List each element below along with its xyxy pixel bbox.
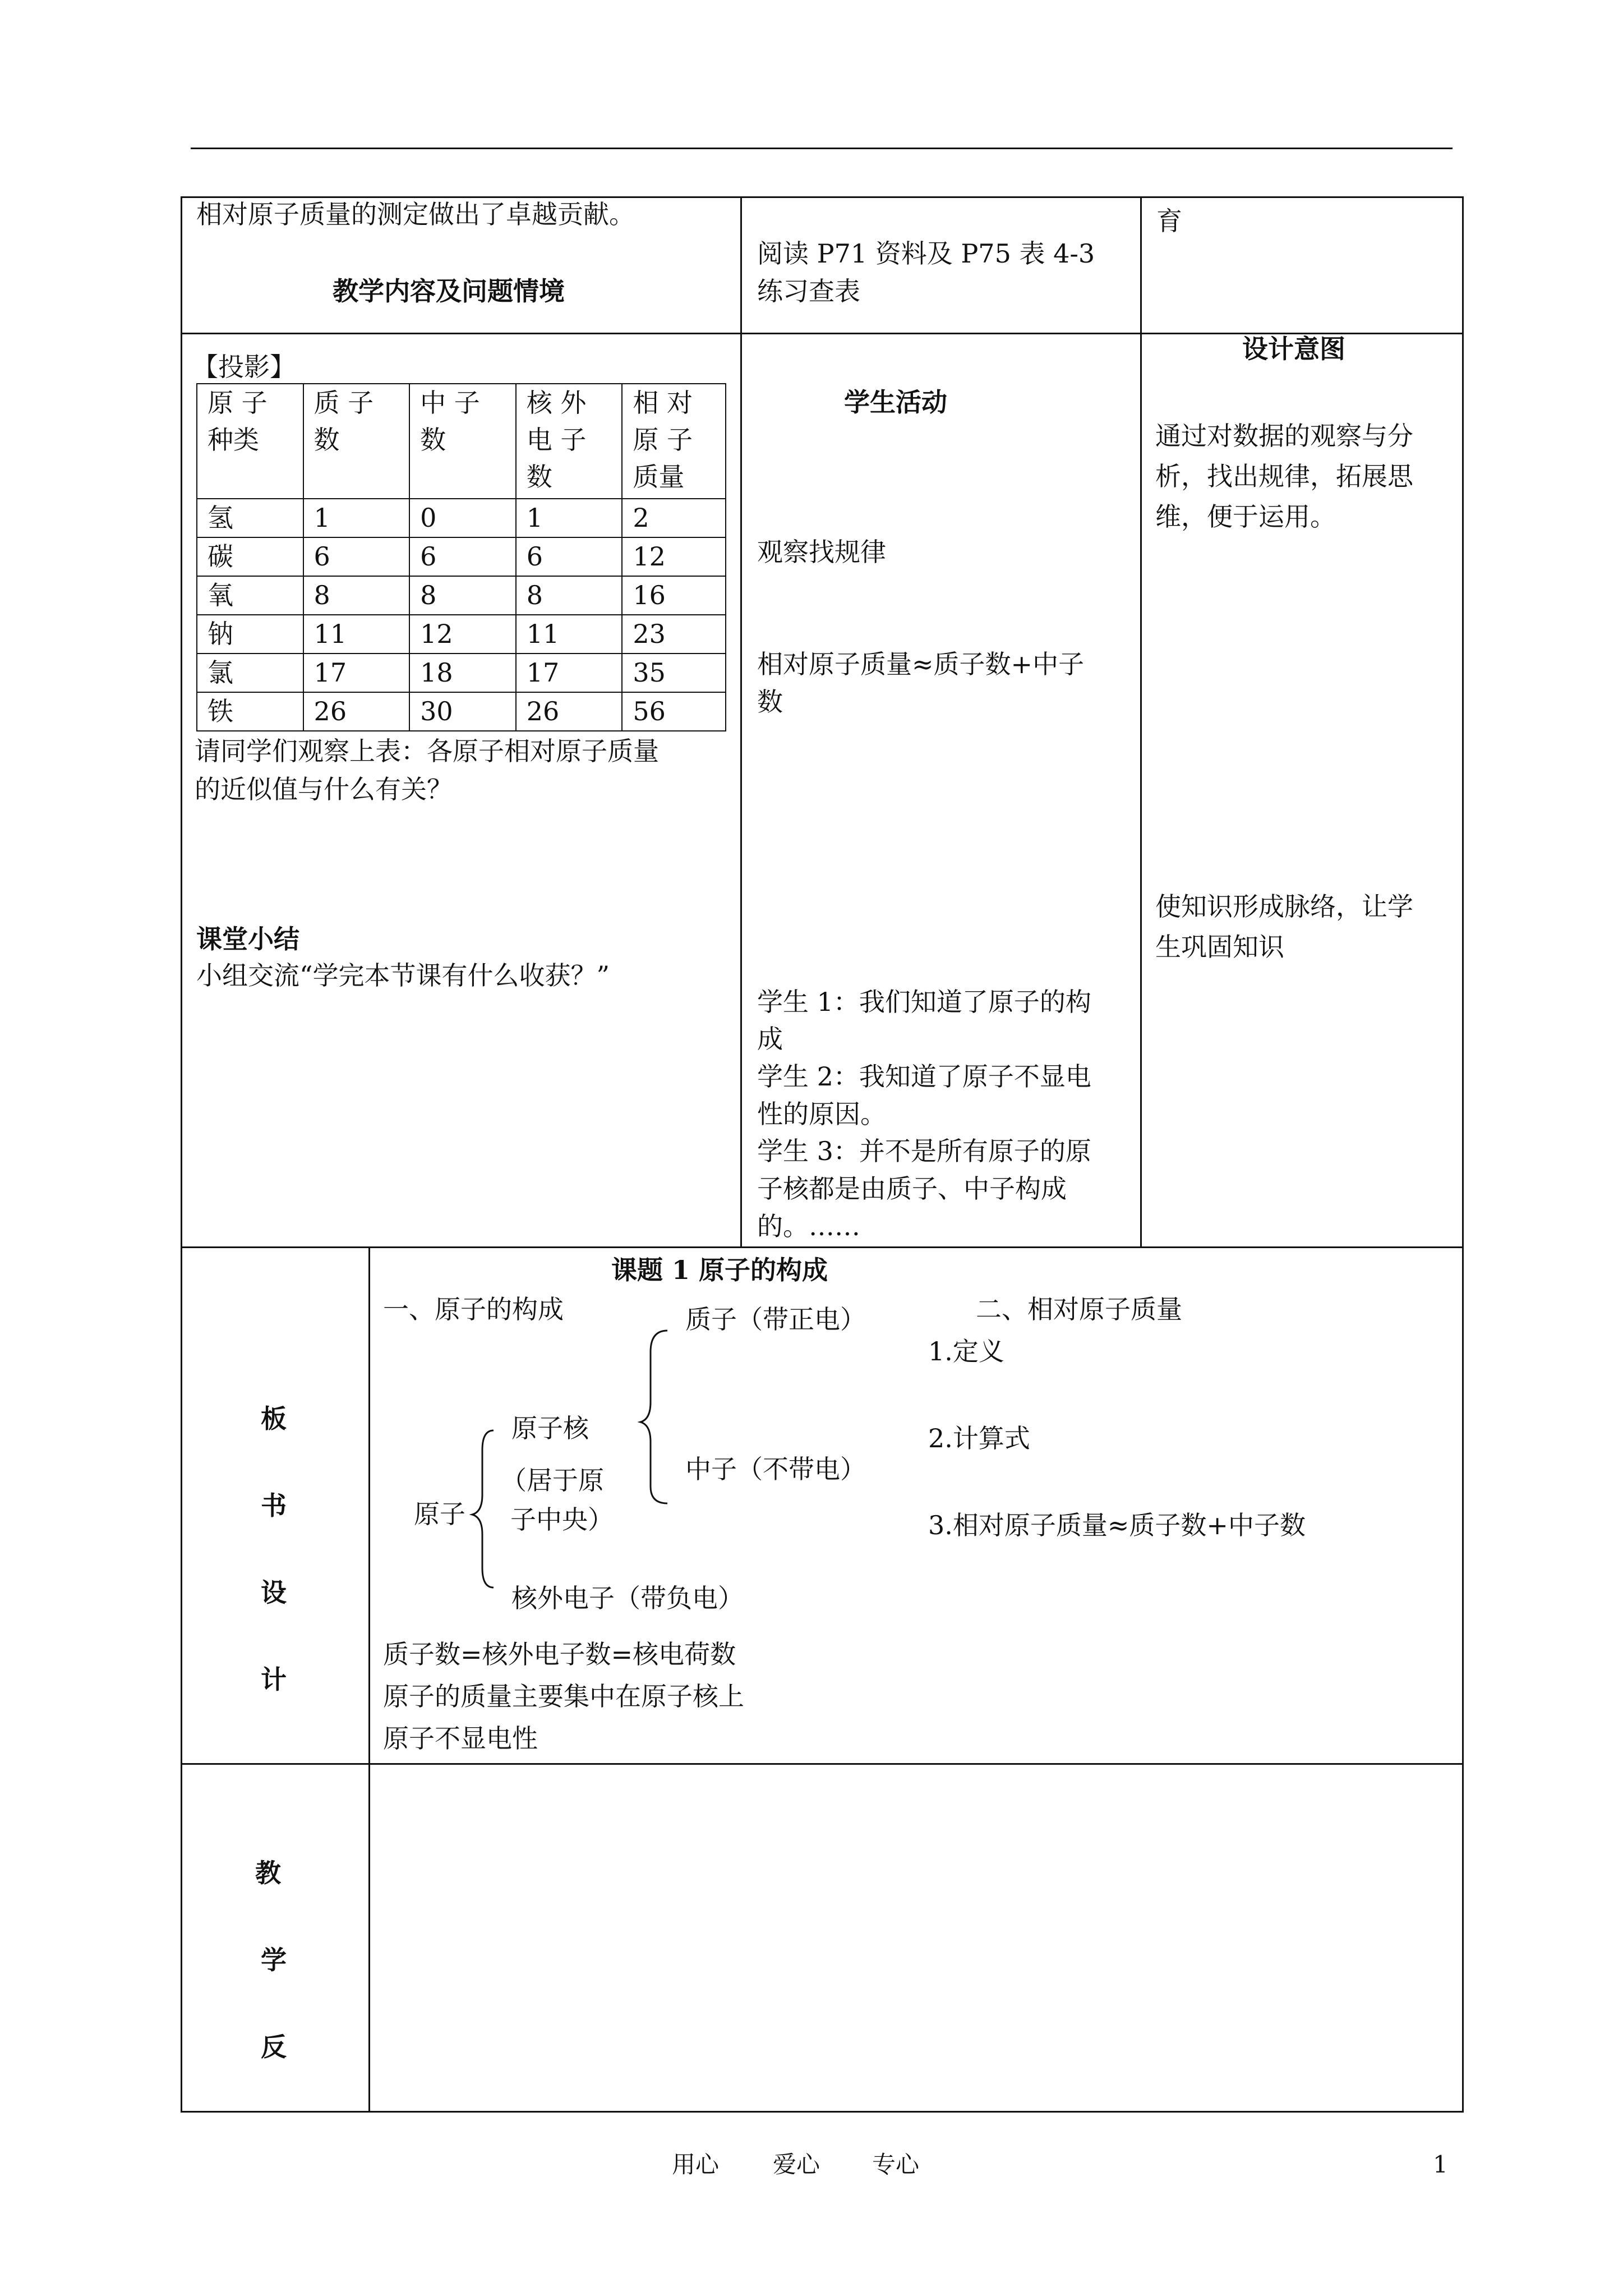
design1-line1: 通过对数据的观察与分: [1155, 421, 1413, 451]
table-cell: 氧: [197, 576, 303, 615]
student3-line2: 子核都是由质子、中子构成: [757, 1174, 1067, 1204]
board-item1: 1.定义: [928, 1336, 1004, 1366]
table-row: [197, 615, 726, 654]
board-fact2: 原子的质量主要集中在原子核上: [383, 1681, 744, 1711]
student-activity-heading: 学生活动: [844, 387, 947, 417]
table-cell: 铁: [197, 692, 303, 731]
board-section1: 一、原子的构成: [383, 1294, 564, 1324]
top-right-text: 育: [1156, 206, 1182, 236]
table-cell: 11: [303, 615, 410, 654]
board-nucleus-note-line2: 子中央）: [510, 1504, 614, 1535]
question-line2: 的近似值与什么有关？: [195, 774, 453, 804]
table-cell: 8: [303, 576, 410, 615]
table-cell: 30: [409, 692, 516, 731]
table-row: [197, 654, 726, 692]
table-row: [197, 499, 726, 537]
header-cell-neutrons: 中 子 数: [409, 384, 516, 499]
label-col-divider: [368, 1246, 370, 2113]
summary-heading: 课堂小结: [196, 924, 299, 954]
table-cell: 26: [303, 692, 410, 731]
table-cell: 11: [516, 615, 623, 654]
table-left-border: [181, 196, 182, 2113]
board-nucleus-note-line1: （居于原: [501, 1465, 604, 1496]
board-label-char-2: 书: [261, 1490, 287, 1521]
summary-text: 小组交流“学完本节课有什么收获？”: [196, 960, 610, 991]
table-cell: 35: [622, 654, 726, 692]
table-cell: 2: [622, 499, 726, 537]
table-right-border: [1462, 196, 1464, 2113]
student2-line2: 性的原因。: [757, 1099, 886, 1129]
table-cell: 6: [303, 537, 410, 576]
board-nucleus: 原子核: [511, 1413, 589, 1443]
atom-brace: [472, 1430, 494, 1588]
table-cell: 18: [409, 654, 516, 692]
board-atom: 原子: [414, 1499, 465, 1529]
table-cell: 17: [303, 654, 410, 692]
table-cell: 16: [622, 576, 726, 615]
board-title: 课题 1 原子的构成: [611, 1255, 828, 1285]
board-label-char-4: 计: [261, 1664, 287, 1695]
col-divider-a: [740, 196, 742, 1248]
design2-line1: 使知识形成脉络，让学: [1155, 891, 1413, 922]
atom-data-table: [196, 383, 726, 731]
design2-line2: 生巩固知识: [1155, 932, 1284, 962]
table-cell: 6: [409, 537, 516, 576]
student2-line1: 学生 2：我知道了原子不显电: [757, 1061, 1091, 1092]
table-row: [197, 692, 726, 731]
table-cell: 6: [516, 537, 623, 576]
header-cell-species: 原 子 种类: [197, 384, 303, 499]
student-observe: 观察找规律: [757, 537, 886, 567]
table-cell: 23: [622, 615, 726, 654]
row-divider-3: [181, 1763, 1464, 1765]
student-rule-line1: 相对原子质量≈质子数+中子: [757, 649, 1085, 679]
table-cell: 8: [516, 576, 623, 615]
table-cell: 56: [622, 692, 726, 731]
student3-line3: 的。……: [757, 1211, 860, 1241]
header-cell-electrons: 核 外 电 子 数: [516, 384, 623, 499]
reflection-label-char-2: 学: [261, 1945, 287, 1975]
row-divider-2: [181, 1246, 1464, 1248]
table-cell: 8: [409, 576, 516, 615]
board-section2: 二、相对原子质量: [976, 1294, 1182, 1324]
design1-line2: 析，找出规律，拓展思: [1155, 461, 1413, 491]
projection-label: 【投影】: [192, 352, 296, 382]
table-cell: 氢: [197, 499, 303, 537]
board-proton: 质子（带正电）: [685, 1304, 866, 1335]
header-cell-protons: 质 子 数: [303, 384, 410, 499]
table-cell: 12: [622, 537, 726, 576]
table-header-row: [197, 384, 726, 499]
board-label-char-3: 设: [261, 1577, 287, 1608]
table-cell: 氯: [197, 654, 303, 692]
board-item3: 3.相对原子质量≈质子数+中子数: [928, 1510, 1306, 1540]
student-rule-line2: 数: [757, 687, 783, 717]
table-cell: 12: [409, 615, 516, 654]
board-item2: 2.计算式: [928, 1423, 1030, 1453]
table-row: [197, 537, 726, 576]
nucleus-brace: [640, 1331, 667, 1503]
header-cell-relative-mass: 相 对 原 子 质量: [622, 384, 726, 499]
student1-line1: 学生 1：我们知道了原子的构: [757, 987, 1091, 1017]
board-brace-diagram: [460, 1318, 684, 1599]
reading-task-line2: 练习查表: [757, 276, 860, 306]
board-fact3: 原子不显电性: [383, 1723, 538, 1754]
board-label-char-1: 板: [261, 1404, 287, 1434]
board-neutron: 中子（不带电）: [685, 1454, 866, 1484]
table-row: [197, 576, 726, 615]
design-intent-heading: 设计意图: [1242, 334, 1345, 364]
board-electron: 核外电子（带负电）: [511, 1583, 744, 1613]
reflection-label-char-1: 教: [255, 1858, 281, 1888]
reflection-label-char-3: 反: [261, 2032, 287, 2062]
reading-task-line1: 阅读 P71 资料及 P75 表 4-3: [757, 238, 1095, 269]
question-line1: 请同学们观察上表：各原子相对原子质量: [195, 736, 659, 766]
table-cell: 碳: [197, 537, 303, 576]
footer-motto-2: 爱心: [773, 2151, 820, 2178]
footer-motto-1: 用心: [672, 2151, 720, 2178]
student3-line1: 学生 3：并不是所有原子的原: [757, 1136, 1091, 1166]
header-rule: [191, 148, 1453, 149]
content-heading: 教学内容及问题情境: [333, 276, 565, 306]
table-cell: 0: [409, 499, 516, 537]
table-cell: 26: [516, 692, 623, 731]
page-number: 1: [1433, 2151, 1448, 2178]
table-cell: 17: [516, 654, 623, 692]
board-fact1: 质子数=核外电子数=核电荷数: [383, 1639, 736, 1669]
table-cell: 1: [516, 499, 623, 537]
col-divider-b: [1140, 196, 1142, 1248]
student1-line2: 成: [757, 1024, 783, 1054]
table-bottom-border: [181, 2111, 1464, 2113]
table-cell: 钠: [197, 615, 303, 654]
design1-line3: 维，便于运用。: [1155, 501, 1336, 532]
footer-motto-3: 专心: [872, 2151, 920, 2178]
top-left-text: 相对原子质量的测定做出了卓越贡献。: [196, 199, 635, 229]
table-cell: 1: [303, 499, 410, 537]
